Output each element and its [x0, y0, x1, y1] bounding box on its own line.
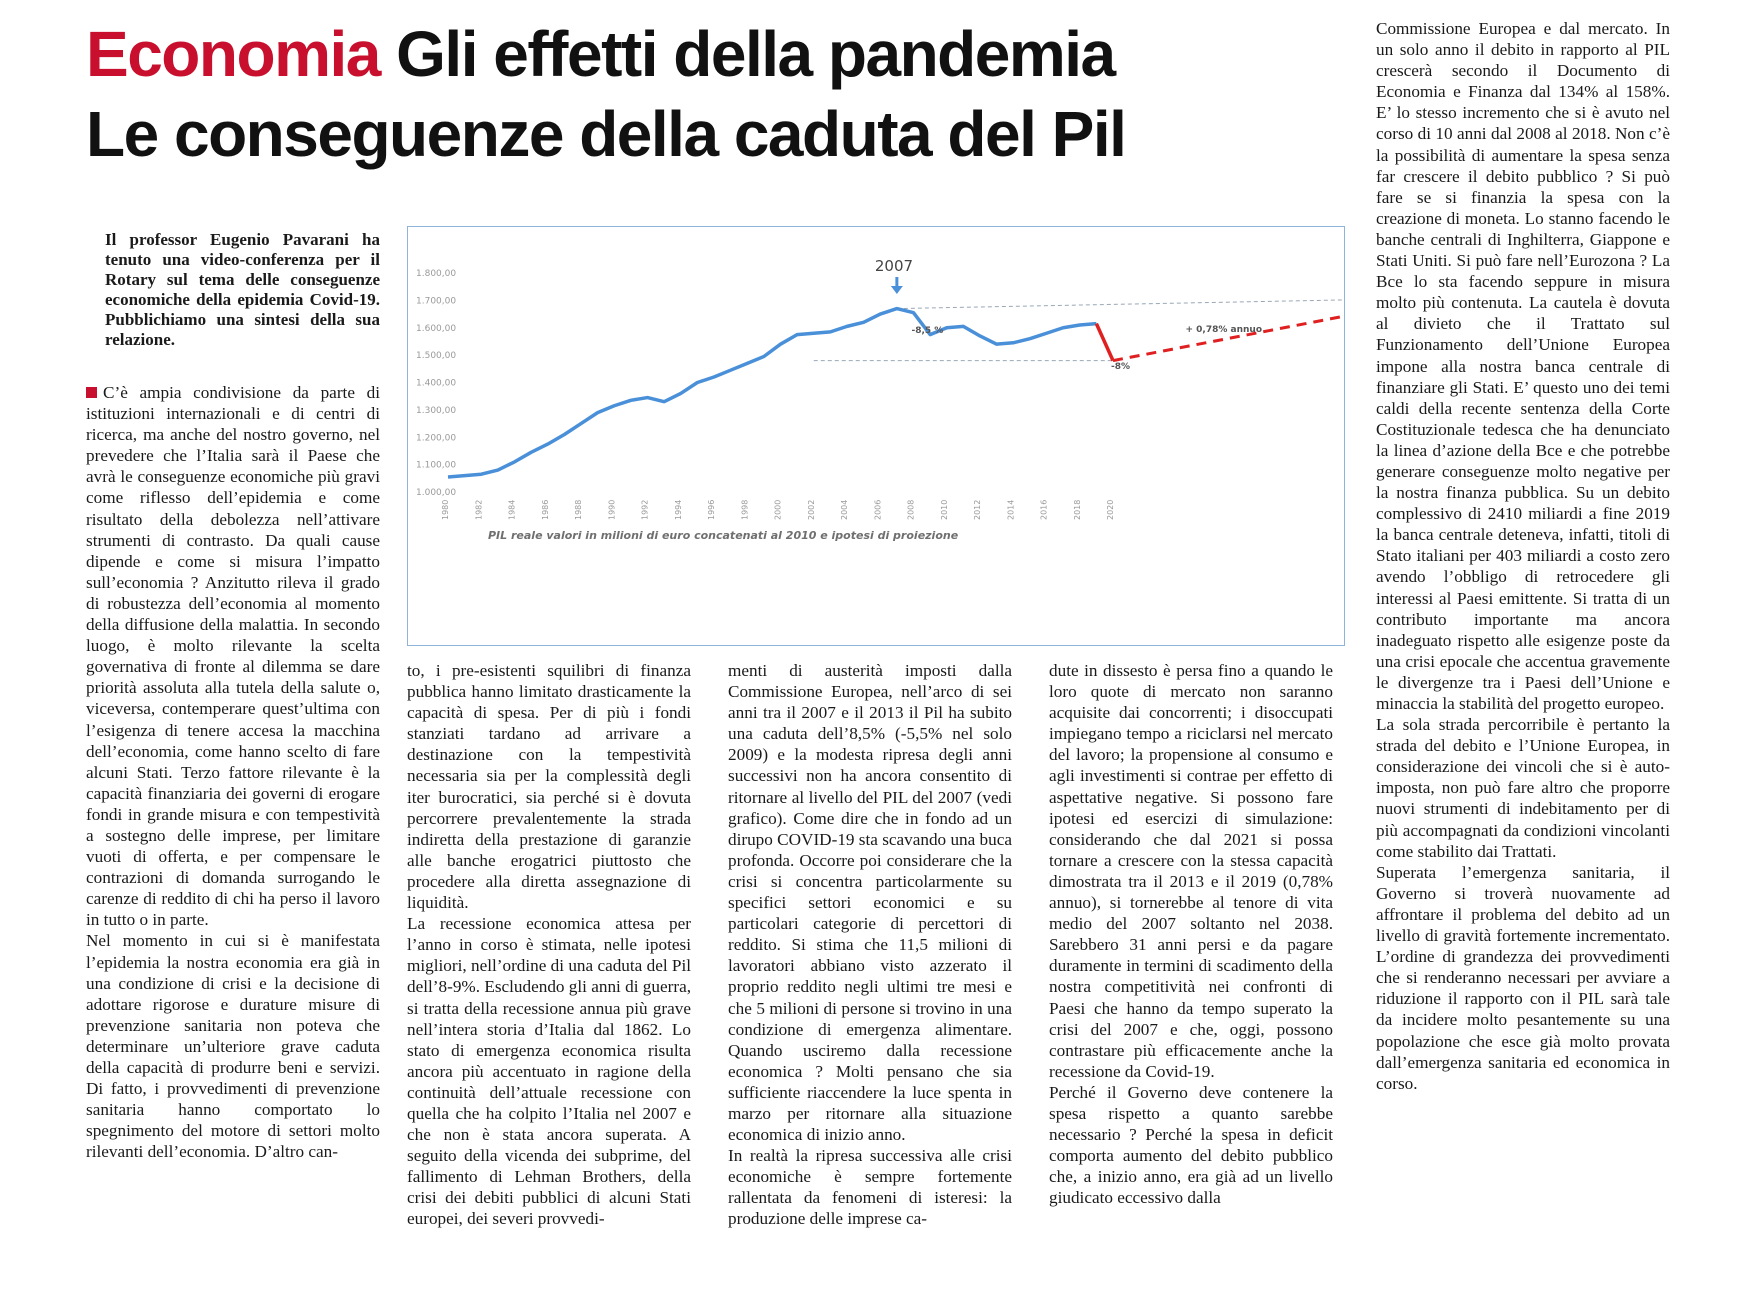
annotation-drop-2007: -8,5 % [911, 326, 944, 337]
y-tick-label: 1.100,00 [416, 460, 457, 471]
gdp-chart-svg [408, 227, 1344, 645]
paragraph: In realtà la ripresa successiva alle crisi economiche è sempre fortemente rallentata da fenomeni di isteresi: la produzione delle imprese ca- [728, 1146, 1012, 1229]
x-tick-label: 2000 [773, 499, 783, 520]
gdp-chart [407, 226, 1345, 646]
x-tick-label: 1998 [740, 499, 750, 520]
x-tick-label: 1980 [441, 499, 450, 520]
chart-caption: PIL reale valori in milioni di euro concatenati al 2010 e ipotesi di proiezione [488, 529, 959, 542]
paragraph: C’è ampia condivisione da parte di istituzioni internazionali e di centri di ricerca, ma anche del nostro governo, nel prevedere che l’Italia sarà il Paese che avrà le conseguenze economiche più gravi come riflesso dell’epidemia e come risultato della debolezza nell’attivare strumenti di contrasto. Da quali cause dipende e come si misura l’impatto sull’economia ? Anzitutto rileva il grado di robustezza dell’economia al momento della diffusione della malattia. In secondo luogo, è molto rilevante la scelta governativa di fronte al dilemma se dare priorità assoluta alla tutela della salute o, viceversa, contemperare quest’ultima con l’esigenza di tenere accesa la macchina dell’economia, come hanno scelto di fare alcuni Stati. Terzo fattore rilevante è la capacità finanziaria dei governi di erogare fondi in grande misura e con tempestività a sostegno delle imprese, per limitare vuoti di offerta, e per compensare le contrazioni di domanda surrogando le carenze di reddito di chi ha perso il lavoro in tutto o in parte. [86, 383, 380, 930]
section-label: Economia [86, 18, 380, 90]
x-tick-label: 1996 [707, 499, 716, 520]
x-tick-label: 1982 [474, 499, 484, 520]
x-tick-label: 2014 [1006, 499, 1016, 520]
paragraph: dute in dissesto è persa fino a quando le loro quote di mercato non saranno acquisite dai concorrenti; i disoccupati impiegano tempo a riciclarsi nel mercato del lavoro; la propensione al consumo e agli investimenti si contrae per effetto di aspettative negative. Si possono fare ipotesi ed esercizi di simulazione: considerando che dal 2021 si possa tornare a crescere con la stessa capacità dimostrata tra il 2013 e il 2019 (0,78% annuo), si tornerebbe al tenore di vita medio del 2007 soltanto nel 2038. Sarebbero 31 anni persi e da pagare duramente in termini di scadimento della nostra competitività nei confronti di Paesi che hanno da tempo superato la crisi del 2007 e che, oggi, possono contrastare più efficacemente anche la recessione da Covid-19. [1049, 661, 1333, 1081]
y-tick-label: 1.800,00 [416, 269, 457, 279]
x-tick-label: 2004 [840, 499, 849, 520]
x-tick-label: 2020 [1106, 499, 1115, 520]
headline-title [86, 18, 1115, 90]
y-tick-label: 1.600,00 [416, 323, 457, 334]
x-tick-label: 1994 [673, 499, 683, 520]
x-tick-label: 2016 [1039, 499, 1049, 520]
x-tick-label: 2012 [973, 499, 982, 520]
x-tick-label: 1986 [540, 499, 550, 520]
annotation-growth: + 0,78% annuo [1185, 324, 1263, 335]
headline-text: Gli effetti della pandemia [396, 18, 1115, 90]
article-intro: Il professor Eugenio Pavarani ha tenuto una video-conferenza per il Rotary sul tema delle conseguenze economiche della epidemia Covid-19. Pubblichiamo una sintesi della sua relazione. [105, 230, 380, 349]
annotation-drop-2020: -8% [1111, 361, 1131, 372]
article-column-3 [728, 660, 1012, 1230]
y-tick-label: 1.000,00 [416, 488, 457, 498]
paragraph: La sola strada percorribile è pertanto la strada del debito e l’Unione Europea, in considerazione dei vincoli che si è auto-imposta, non può fare altro che proporre nuovi strumenti di indebitamento per di più accompagnati da condizioni vincolanti come stabilito dai Trattati. [1376, 715, 1670, 861]
arrow-down-icon [891, 286, 903, 294]
paragraph: to, i pre-esistenti squilibri di finanza pubblica hanno limitato drasticamente la capacità di spesa. Per di più i fondi stanziati tardano ad arrivare a destinazione con la tempestività necessaria sia per la complessità degli iter burocratici, sia perché si è dovuta percorrere prevalentemente la strada indiretta della prestazione di garanzie alle banche erogatrici piuttosto che procedere alla diretta assegnazione di liquidità. [407, 661, 691, 913]
paragraph: La recessione economica attesa per l’anno in corso è stimata, nelle ipotesi migliori, nell’ordine di una caduta del Pil dell’8-9%. Escludendo gli anni di guerra, si tratta della recessione annua più grave nell’intera storia d’Italia dal 1862. Lo stato di emergenza economica risulta ancora più accentuato in ragione della continuità dell’attuale recessione con quella che ha colpito l’Italia nel 2007 e che non è stata ancora superata. A seguito della vicenda dei subprime, del fallimento di Lehman Brothers, della crisi dei debiti pubblici di alcuni Stati europei, dei severi provvedi- [407, 914, 692, 1229]
x-tick-label: 2002 [806, 499, 816, 520]
article-column-2 [407, 660, 691, 1230]
y-tick-label: 1.700,00 [416, 296, 457, 307]
reference-line-2007 [897, 299, 1344, 309]
bullet-square-icon [86, 387, 97, 398]
headline-subtitle: Le conseguenze della caduta del Pil [86, 98, 1126, 170]
x-tick-label: 1988 [574, 499, 583, 520]
y-tick-label: 1.200,00 [416, 433, 457, 444]
article-column-5 [1376, 18, 1670, 1094]
y-tick-label: 1.500,00 [416, 351, 457, 362]
x-tick-label: 1990 [607, 499, 617, 520]
x-tick-label: 2018 [1072, 499, 1082, 520]
paragraph: Nel momento in cui si è manifestata l’epidemia la nostra economia era già in una condizione di crisi e la decisione di adottare rigorose e durature misure di prevenzione sanitaria non poteva che determinare un’ulteriore grave caduta della capacità di produrre beni e servizi. Di fatto, i provvedimenti di prevenzione sanitaria hanno comportato lo spegnimento del motore di settori molto rilevanti dell’economia. D’altro can- [86, 931, 380, 1162]
paragraph: Commissione Europea e dal mercato. In un solo anno il debito in rapporto al PIL crescerà secondo il Documento di Economia e Finanza dal 134% al 158%. E’ lo stesso incremento che si è avuto nel corso di 10 anni dal 2008 al 2018. Non c’è la possibilità di aumentare la spesa senza far crescere il debito pubblico ? Si può fare se si finanzia la spesa con la creazione di moneta. Lo stanno facendo le banche centrali di Inghilterra, Giappone e Stati Uniti. Si può fare nell’Eurozona ? La Bce lo sta facendo seppure in misura molto più contenuta. La cautela è dovuta al divieto che il Trattato sul Funzionamento dell’Unione Europea impone alla nostra banca centrale di finanziare gli Stati. E’ questo uno dei temi caldi della recente sentenza della Corte Costituzionale tedesca che ha denunciato la linea d’azione della Bce e che potrebbe generare conseguenze molto negative per la nostra finanza pubblica. Su un debito complessivo di 2410 miliardi a fine 2019 la banca centrale deteneva, infatti, titoli di Stato italiani per 403 miliardi a costo zero avendo l’obbligo di retrocedere gli interessi al Paesi emittente. Si tratta di un contributo importante ma ancora inadeguato rispetto alle esigenze poste da una crisi epocale che accentua gravemente le divergenze tra i Paesi dell’Unione e minaccia la stabilità del progetto europeo. [1376, 19, 1670, 713]
x-tick-label: 2008 [906, 499, 916, 520]
x-tick-label: 2006 [873, 499, 883, 520]
covid-drop-line [1096, 324, 1113, 361]
paragraph: menti di austerità imposti dalla Commissione Europea, nell’arco di sei anni tra il 2007 e il 2013 il Pil ha subito una caduta dell’8,5% (-5,5% nel solo 2009) e la modesta ripresa degli anni successivi non ha ancora consentito di ritornare al livello del PIL del 2007 (vedi grafico). Come dire che in fondo ad un dirupo COVID-19 sta scavando una buca profonda. Occorre poi considerare che la crisi si concentra particolarmente su specifici settori economici e su particolari categorie di percettori di reddito. Si stima che 11,5 milioni di lavoratori abbiano visto azzerato il proprio reddito negli ultimi tre mesi e che 5 milioni di persone si trovino in una condizione di emergenza alimentare. Quando usciremo dalla recessione economica ? Molti pensano che sia sufficiente riaccendere la luce spenta in marzo per ritornare alla situazione economica di inizio anno. [728, 661, 1012, 1145]
gdp-series-line [448, 309, 1096, 477]
article-column-1 [86, 382, 380, 1162]
x-tick-label: 2010 [939, 499, 949, 520]
year-label-2007: 2007 [874, 257, 914, 275]
x-tick-label: 1992 [640, 499, 650, 520]
y-tick-label: 1.400,00 [416, 378, 457, 389]
article-column-4 [1049, 660, 1333, 1208]
y-tick-label: 1.300,00 [416, 405, 457, 416]
x-tick-label: 1984 [507, 499, 517, 520]
paragraph: Superata l’emergenza sanitaria, il Governo si troverà nuovamente ad affrontare il problema del debito ad un livello di gravità fortemente incrementato. L’ordine di grandezza dei provvedimenti che si renderanno necessari per avviare a riduzione il rapporto con il PIL sarà tale da incidere molto pesantemente su una popolazione che esce già molto provata dall’emergenza sanitaria ed economica in corso. [1376, 862, 1670, 1093]
paragraph: Perché il Governo deve contenere la spesa rispetto a quanto sarebbe necessario ? Perché la spesa in deficit comporta aumento del debito pubblico che, a inizio anno, era già ad un livello giudicato eccessivo dalla [1049, 1082, 1333, 1208]
